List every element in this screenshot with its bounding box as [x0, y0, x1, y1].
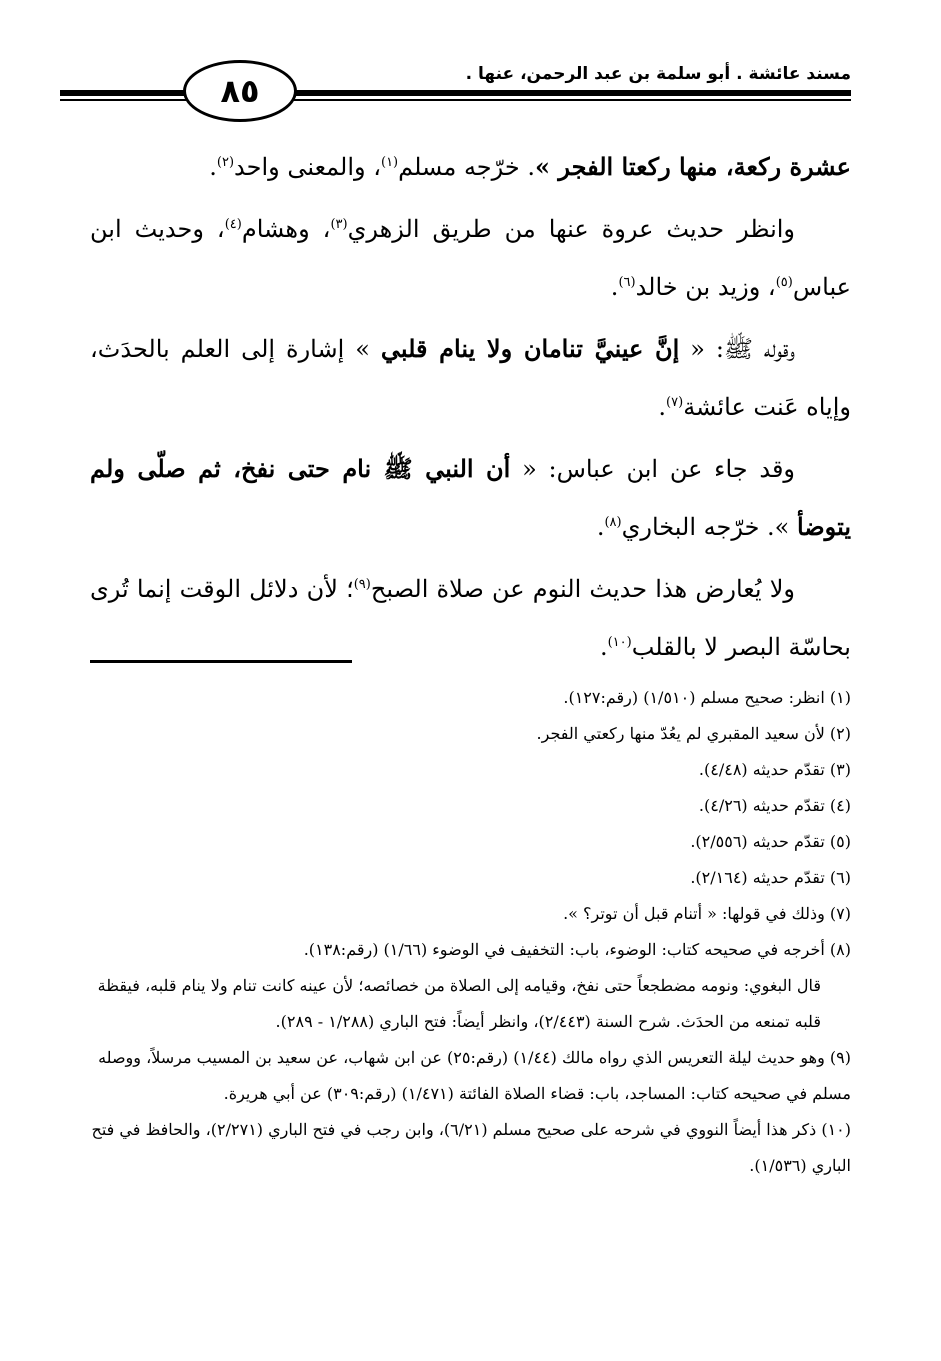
- paragraph-4: [90, 440, 851, 556]
- footnote-10: (١٠) ذكر هذا أيضاً النووي في شرحه على صحيح مسلم (٦/٢١)، وابن رجب في فتح الباري (٢/٢٧١)، والحافظ في فتح الباري (١/٥٣٦).: [91, 1120, 851, 1175]
- paragraph-3: [90, 320, 851, 436]
- footnote-5: (٥) تقدّم حديثه (٢/٥٥٦).: [690, 832, 851, 851]
- footnote-ref: (٢): [216, 155, 235, 170]
- paragraph-5: [90, 560, 851, 676]
- page-number-badge: [183, 60, 297, 122]
- text-run: .: [658, 393, 667, 421]
- footnote-ref: (٦): [618, 275, 636, 290]
- footnote-ref: (٤): [224, 217, 242, 232]
- text-run: .: [596, 513, 605, 541]
- text-run: ». خرّجه البخاري: [621, 513, 797, 541]
- text-run: .: [599, 633, 608, 661]
- paragraph-2: [90, 200, 851, 316]
- text-run: . خرّجه مسلم: [398, 153, 535, 181]
- footnote-1: (١) انظر: صحيح مسلم (١/٥١٠) (رقم:١٢٧).: [563, 688, 851, 707]
- hadith-quote: إنَّ عينيَّ تنامان ولا ينام قلبي: [380, 334, 680, 363]
- footnote-ref: (٣): [330, 217, 348, 232]
- text-run: وقد جاء عن ابن عباس: «: [510, 455, 795, 483]
- footnote-2: (٢) لأن سعيد المقبري لم يعُدّ منها ركعتي الفجر.: [536, 724, 851, 743]
- footnote-ref: (٧): [666, 395, 684, 410]
- footnote-7: (٧) وذلك في قولها: « أتنام قبل أن توتر؟ ».: [563, 904, 851, 923]
- footnote-6: (٦) تقدّم حديثه (٢/١٦٤).: [690, 868, 851, 887]
- footnote-3: (٣) تقدّم حديثه (٤/٤٨).: [698, 760, 851, 779]
- footnote-ref: (٨): [604, 515, 622, 530]
- text-run: .: [610, 273, 619, 301]
- footnote-8: (٨) أخرجه في صحيحه كتاب: الوضوء، باب: التخفيف في الوضوء (١/٦٦) (رقم:١٣٨).: [303, 940, 851, 959]
- text-run: ، وهشام: [241, 215, 331, 243]
- text-run: ، وزيد بن خالد: [635, 273, 776, 301]
- footnote-ref: (٥): [775, 275, 793, 290]
- text-run: ؛ لأن دلائل الوقت إنما تُرى بحاسّة البصر لا بالقلب: [90, 575, 851, 661]
- text-run: .: [209, 153, 217, 181]
- text-run: ولا يُعارض هذا حديث النوم عن صلاة الصبح: [370, 575, 796, 603]
- running-header-title: مسند عائشة . أبو سلمة بن عبد الرحمن، عنها .: [465, 64, 851, 84]
- page-number: ٨٥: [220, 72, 260, 110]
- text-run: ، والمعنى واحد: [234, 153, 381, 181]
- footnote-9: (٩) وهو حديث ليلة التعريس الذي رواه مالك (١/٤٤) (رقم:٢٥) عن ابن شهاب، عن سعيد بن المسيب مرسلاً، ووصله مسلم في صحيحه كتاب: المساجد، باب: قضاء الصلاة الفائتة (١/٤٧١) (رقم:٣٠٩) عن أبي هريرة.: [98, 1048, 851, 1103]
- footnotes: [90, 680, 851, 1184]
- hadith-quote: أن النبي ﷺ نام حتى نفخ، ثم صلّى ولم يتوضأ: [90, 454, 851, 541]
- paragraph-1: [90, 138, 851, 196]
- header-rule-thick: [60, 90, 851, 96]
- hadith-quote: عشرة ركعة، منها ركعتا الفجر »: [534, 152, 851, 181]
- main-text: [90, 138, 851, 680]
- text-run: » إشارة إلى العلم بالحدَث، وإياه عَنت عائشة: [90, 335, 851, 421]
- footnote-ref: (١): [380, 155, 399, 170]
- footnote-8-continuation: قال البغوي: ونومه مضطجعاً حتى نفخ، وقيامه إلى الصلاة من خصائصه؛ لأن عينه كانت تنام ولا ينام قلبه، فيقظة قلبه تمنعه من الحدَث. شرح السنة (٢/٤٤٣)، وانظر أيضاً: فتح الباري (١/٢٨٨ - ٢٨٩).: [97, 976, 821, 1031]
- footnote-ref: (١٠): [607, 635, 632, 650]
- page-header: [60, 58, 851, 122]
- text-run: ، وحديث ابن عباس: [90, 215, 851, 301]
- header-rule-thin: [60, 99, 851, 101]
- text-run: وقوله ﷺ: «: [679, 335, 795, 363]
- footnote-4: (٤) تقدّم حديثه (٤/٢٦).: [698, 796, 851, 815]
- text-run: وانظر حديث عروة عنها من طريق الزهري: [347, 215, 796, 243]
- footnote-separator: [90, 660, 352, 663]
- footnote-ref: (٩): [353, 577, 371, 592]
